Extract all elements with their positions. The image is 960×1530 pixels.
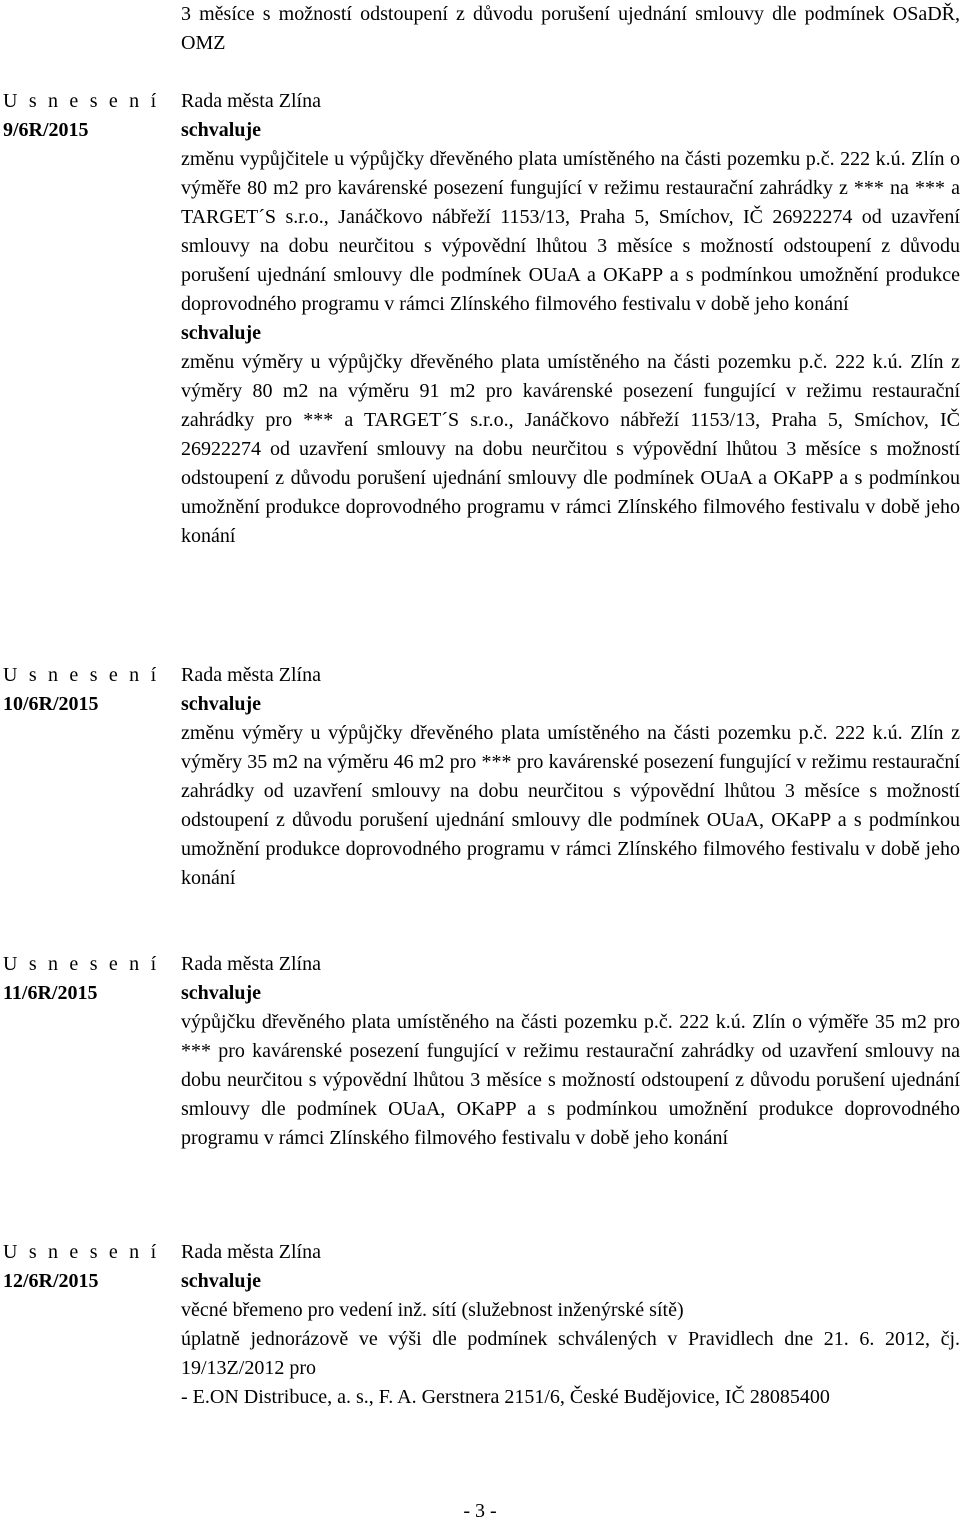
beneficiary: - E.ON Distribuce, a. s., F. A. Gerstnera 2151/6, České Budějovice, IČ 28085400 (181, 1386, 830, 1408)
payment-terms: úplatně jednorázově ve výši dle podmínek schválených v Pravidlech dne 21. 6. 2012, čj. 19/13Z/2012 pro (181, 1328, 960, 1379)
page-number: - 3 - (463, 1500, 497, 1522)
resolution-text: změnu výměry u výpůjčky dřevěného plata umístěného na části pozemku p.č. 222 k.ú. Zlín z výměry 80 m2 na výměru 91 m2 pro kavárenské posezení fungující v režimu restaurační zahrádky pro *** a TARGET´S s.r.o., Janáčkovo nábřeží 1153/13, Praha 5, Smíchov, IČ 26922274 od uzavření smlouvy na dobu neurčitou s výpovědní lhůtou 3 měsíce s možností odstoupení z důvodu porušení ujednání smlouvy dle podmínek OUaA a OKaPP a s podmínkou umožnění produkce doprovodného programu v rámci Zlínského filmového festivalu v době jeho konání (181, 351, 960, 547)
resolution-verb: schvaluje (181, 119, 261, 141)
resolution-text: změnu výměry u výpůjčky dřevěného plata umístěného na části pozemku p.č. 222 k.ú. Zlín z výměry 35 m2 na výměru 46 m2 pro *** pro kavárenské posezení fungující v režimu restaurační zahrádky od uzavření smlouvy na dobu neurčitou s výpovědní lhůtou 3 měsíce s možností odstoupení z důvodu porušení ujednání smlouvy dle podmínek OUaA, OKaPP a s podmínkou umožnění produkce doprovodného programu v rámci Zlínského filmového festivalu v době jeho konání (181, 722, 960, 889)
council-name: Rada města Zlína (181, 90, 321, 112)
resolution-verb: schvaluje (181, 693, 261, 715)
resolution-number: 12/6R/2015 (3, 1270, 99, 1292)
resolution-verb: schvaluje (181, 322, 261, 344)
resolution-label: U s n e s e n í (3, 90, 160, 112)
resolution-label: U s n e s e n í (3, 1241, 160, 1263)
resolution-text: změnu vypůjčitele u výpůjčky dřevěného plata umístěného na části pozemku p.č. 222 k.ú. Zlín o výměře 80 m2 pro kavárenské posezení fungující v režimu restaurační zahrádky z *** na *** a TARGET´S s.r.o., Janáčkovo nábřeží 1153/13, Praha 5, Smíchov, IČ 26922274 od uzavření smlouvy na dobu neurčitou s výpovědní lhůtou 3 měsíce s možností odstoupení z důvodu porušení ujednání smlouvy dle podmínek OUaA a OKaPP a s podmínkou umožnění produkce doprovodného programu v rámci Zlínského filmového festivalu v době jeho konání (181, 148, 960, 315)
resolution-verb: schvaluje (181, 1270, 261, 1292)
council-name: Rada města Zlína (181, 1241, 321, 1263)
council-name: Rada města Zlína (181, 664, 321, 686)
continuation-text: 3 měsíce s možností odstoupení z důvodu porušení ujednání smlouvy dle podmínek OSaDŘ, OMZ (181, 3, 960, 54)
resolution-label: U s n e s e n í (3, 953, 160, 975)
resolution-text: výpůjčku dřevěného plata umístěného na části pozemku p.č. 222 k.ú. Zlín o výměře 35 m2 pro *** pro kavárenské posezení fungující v režimu restaurační zahrádky od uzavření smlouvy na dobu neurčitou s výpovědní lhůtou 3 měsíce s možností odstoupení z důvodu porušení ujednání smlouvy dle podmínek OUaA, OKaPP a s podmínkou umožnění produkce doprovodného programu v rámci Zlínského filmového festivalu v době jeho konání (181, 1011, 960, 1149)
resolution-number: 9/6R/2015 (3, 119, 89, 141)
resolution-verb: schvaluje (181, 982, 261, 1004)
resolution-number: 10/6R/2015 (3, 693, 99, 715)
easement-line: věcné břemeno pro vedení inž. sítí (služebnost inženýrské sítě) (181, 1299, 684, 1321)
council-name: Rada města Zlína (181, 953, 321, 975)
resolution-label: U s n e s e n í (3, 664, 160, 686)
resolution-number: 11/6R/2015 (3, 982, 98, 1004)
